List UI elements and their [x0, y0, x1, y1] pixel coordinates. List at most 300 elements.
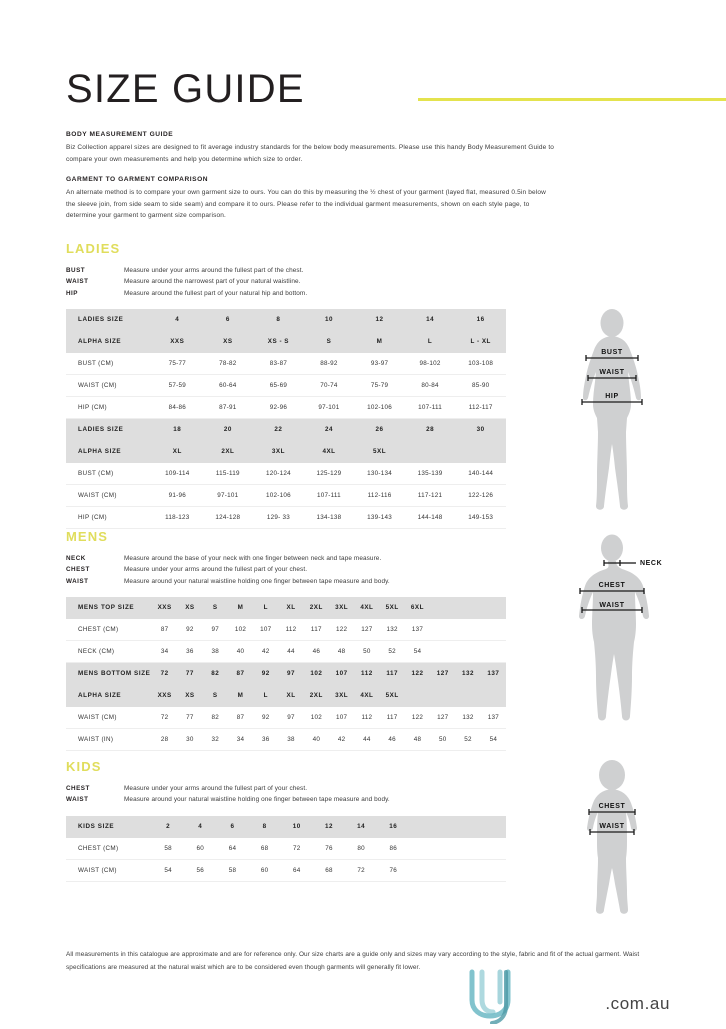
kids-cell [409, 859, 441, 881]
mens-bottom-row-label: WAIST (CM) [66, 707, 152, 729]
ladies-cell: 125-129 [304, 463, 355, 485]
mens-top-cell: L [253, 597, 278, 619]
kids-cell: 72 [345, 859, 377, 881]
garment-comparison-text: An alternate method is to compare your own garment size to ours. You can do this by measuring the ½ chest of your garment (layed flat, measured 0.5in below the sleeve join, from side seam to side seam) and compare it to ours. Please refer to the individual garment measurements, shown on each style page, to determine your garment to garment size comparison. [66, 189, 546, 220]
ladies-legend-key: HIP [66, 289, 78, 297]
mens-top-cell: XXS [152, 597, 177, 619]
mens-bottom-table-row [66, 707, 506, 729]
mens-bottom-row-label: MENS BOTTOM SIZE [66, 663, 152, 685]
mens-top-table-header-row [66, 597, 506, 619]
kids-legend-text: Measure around your natural waistline holding one finger between tape measure and body. [124, 796, 390, 804]
mens-legend-row [66, 576, 536, 587]
ladies-cell: 115-119 [203, 463, 254, 485]
ladies-cell: 10 [304, 309, 355, 331]
mens-bottom-cell: 77 [177, 707, 202, 729]
page-header [66, 68, 680, 114]
ladies-cell: 118-123 [152, 507, 203, 529]
mens-legend-text: Measure around your natural waistline holding one finger between tape measure and body. [124, 577, 390, 585]
kids-cell [474, 816, 506, 838]
ladies-cell: 98-102 [405, 353, 456, 375]
ladies-table-row [66, 375, 506, 397]
mens-bottom-cell: 82 [203, 663, 228, 685]
mens-bottom-cell: 87 [228, 663, 253, 685]
kids-cell: 54 [152, 859, 184, 881]
mens-top-cell [455, 597, 480, 619]
mens-bottom-table-wrap [66, 663, 536, 751]
mens-legend-text: Measure around the base of your neck with one finger between neck and tape measure. [124, 555, 382, 562]
ladies-table-header-row [66, 441, 506, 463]
mens-bottom-cell: 28 [152, 729, 177, 751]
mens-bottom-cell: 82 [203, 707, 228, 729]
ladies-section [66, 241, 536, 529]
ladies-size-table [66, 309, 506, 529]
mens-bottom-cell: 42 [329, 729, 354, 751]
mens-bottom-cell: XS [177, 685, 202, 707]
ladies-cell: 130-134 [354, 463, 405, 485]
mens-bottom-cell: L [253, 685, 278, 707]
kids-cell: 12 [313, 816, 345, 838]
ladies-cell: 60-64 [203, 375, 254, 397]
mens-legend-key: NECK [66, 555, 86, 562]
ladies-row-label: WAIST (CM) [66, 485, 152, 507]
ladies-cell: 103-108 [455, 353, 506, 375]
ladies-cell: 3XL [253, 441, 304, 463]
mens-bottom-cell [430, 685, 455, 707]
title-accent-rule [418, 98, 726, 101]
mens-legend-row [66, 564, 536, 575]
mens-top-cell: 97 [203, 619, 228, 641]
body-measurement-guide-heading: BODY MEASUREMENT GUIDE [66, 131, 174, 138]
ladies-cell: 24 [304, 419, 355, 441]
kids-row-label: KIDS SIZE [66, 816, 152, 838]
kids-cell: 64 [216, 837, 248, 859]
kids-cell: 86 [377, 837, 409, 859]
mens-top-cell: 137 [405, 619, 430, 641]
mens-bottom-cell: 122 [405, 707, 430, 729]
mens-top-row-label: NECK (CM) [66, 641, 152, 663]
mens-bottom-cell: 48 [405, 729, 430, 751]
mens-bottom-cell: S [203, 685, 228, 707]
kids-cell: 80 [345, 837, 377, 859]
kids-cell: 72 [281, 837, 313, 859]
ladies-legend-text: Measure around the fullest part of your natural hip and bottom. [124, 289, 308, 297]
mens-bottom-cell: 87 [228, 707, 253, 729]
ladies-row-label: ALPHA SIZE [66, 331, 152, 353]
kids-cell: 64 [281, 859, 313, 881]
mens-bottom-cell [405, 685, 430, 707]
kids-figure-label-waist: WAIST [599, 823, 625, 830]
ladies-cell: 5XL [354, 441, 405, 463]
mens-top-cell [481, 619, 506, 641]
ladies-cell: 140-144 [455, 463, 506, 485]
mens-bottom-cell: 2XL [304, 685, 329, 707]
ladies-legend-key: BUST [66, 267, 86, 274]
ladies-cell: 75-79 [354, 375, 405, 397]
garment-comparison-heading: GARMENT TO GARMENT COMPARISON [66, 176, 209, 184]
ladies-cell [455, 441, 506, 463]
ladies-cell: S [304, 331, 355, 353]
ladies-cell: 18 [152, 419, 203, 441]
mens-bottom-cell: 4XL [354, 685, 379, 707]
mens-bottom-row-label: WAIST (IN) [66, 729, 152, 751]
ladies-cell: 80-84 [405, 375, 456, 397]
mens-top-cell: 122 [329, 619, 354, 641]
ladies-table-row [66, 397, 506, 419]
mens-top-cell: 117 [304, 619, 329, 641]
ladies-section-title: LADIES [66, 241, 121, 256]
mens-top-cell: XS [177, 597, 202, 619]
mens-bottom-cell: 5XL [380, 685, 405, 707]
mens-legend-text: Measure under your arms around the fullest part of your chest. [124, 566, 308, 574]
ladies-table-row [66, 485, 506, 507]
kids-figure-label-chest: CHEST [598, 803, 626, 810]
ladies-table-row [66, 353, 506, 375]
ladies-cell: 112-117 [455, 397, 506, 419]
mens-bottom-cell: 38 [278, 729, 303, 751]
ladies-table-row [66, 507, 506, 529]
ladies-cell: L - XL [455, 331, 506, 353]
ladies-row-label: BUST (CM) [66, 463, 152, 485]
mens-top-cell: 36 [177, 641, 202, 663]
ladies-table-header-row [66, 309, 506, 331]
ladies-cell: 97-101 [304, 397, 355, 419]
mens-bottom-cell: 44 [354, 729, 379, 751]
mens-top-cell: XL [278, 597, 303, 619]
ladies-cell: 4 [152, 309, 203, 331]
ladies-cell: 20 [203, 419, 254, 441]
kids-cell: 6 [216, 816, 248, 838]
ladies-cell: 122-126 [455, 485, 506, 507]
ladies-cell: XL [152, 441, 203, 463]
ladies-legend [66, 265, 536, 299]
mens-bottom-cell: 40 [304, 729, 329, 751]
mens-bottom-cell: 107 [329, 707, 354, 729]
ladies-cell: 91-96 [152, 485, 203, 507]
ladies-table-row [66, 463, 506, 485]
mens-top-cell: 42 [253, 641, 278, 663]
mens-top-cell: 4XL [354, 597, 379, 619]
kids-table-row [66, 859, 506, 881]
ladies-cell: XS - S [253, 331, 304, 353]
mens-bottom-cell: 30 [177, 729, 202, 751]
mens-top-cell [430, 641, 455, 663]
kids-cell [442, 837, 474, 859]
ladies-cell: 135-139 [405, 463, 456, 485]
mens-figure [552, 532, 692, 732]
ladies-cell: 30 [455, 419, 506, 441]
ladies-legend-text: Measure under your arms around the fullest part of the chest. [124, 267, 304, 274]
mens-top-cell: 34 [152, 641, 177, 663]
mens-top-table-row [66, 641, 506, 663]
mens-top-cell: 6XL [405, 597, 430, 619]
mens-bottom-cell: 32 [203, 729, 228, 751]
mens-figure-label-waist: WAIST [599, 602, 625, 609]
ladies-cell: XXS [152, 331, 203, 353]
kids-cell [409, 837, 441, 859]
mens-bottom-cell: 112 [354, 707, 379, 729]
ladies-cell: 8 [253, 309, 304, 331]
ladies-cell: 93-97 [354, 353, 405, 375]
ladies-cell: L [405, 331, 456, 353]
mens-top-cell [481, 641, 506, 663]
mens-bottom-cell [481, 685, 506, 707]
ladies-cell: 16 [455, 309, 506, 331]
kids-cell: 58 [216, 859, 248, 881]
ladies-cell: XS [203, 331, 254, 353]
mens-top-cell: 87 [152, 619, 177, 641]
mens-bottom-cell: 36 [253, 729, 278, 751]
kids-section-title: KIDS [66, 759, 102, 774]
kids-row-label: CHEST (CM) [66, 837, 152, 859]
kids-legend-row [66, 794, 536, 805]
ladies-cell: 112-116 [354, 485, 405, 507]
mens-top-cell: 2XL [304, 597, 329, 619]
kids-cell [474, 837, 506, 859]
mens-top-cell: S [203, 597, 228, 619]
mens-top-cell [430, 619, 455, 641]
brand-logo-icon [462, 966, 592, 1024]
ladies-row-label: LADIES SIZE [66, 419, 152, 441]
mens-top-cell [430, 597, 455, 619]
kids-cell: 8 [249, 816, 281, 838]
body-measurement-guide-text: Biz Collection apparel sizes are designed to fit average industry standards for the below body measurements. Please use this handy Body Measurement Guide to compare your own measurements and help you determine which size to order. [66, 144, 555, 163]
ladies-figure-label-waist: WAIST [599, 369, 625, 376]
intro-section [66, 131, 556, 222]
ladies-cell: 134-138 [304, 507, 355, 529]
kids-cell: 10 [281, 816, 313, 838]
mens-top-cell: 112 [278, 619, 303, 641]
ladies-cell: 129- 33 [253, 507, 304, 529]
mens-top-cell: 54 [405, 641, 430, 663]
brand-watermark [462, 966, 682, 1024]
mens-bottom-table-header-row [66, 685, 506, 707]
brand-domain-text: .com.au [605, 994, 670, 1013]
ladies-table-header-row [66, 419, 506, 441]
ladies-cell: 6 [203, 309, 254, 331]
kids-cell: 76 [313, 837, 345, 859]
mens-section-title: MENS [66, 529, 108, 544]
ladies-figure-label-bust: BUST [601, 349, 623, 356]
mens-top-cell: 40 [228, 641, 253, 663]
mens-top-cell: 127 [354, 619, 379, 641]
ladies-cell: 78-82 [203, 353, 254, 375]
mens-bottom-cell: 132 [455, 707, 480, 729]
ladies-cell: 107-111 [405, 397, 456, 419]
ladies-cell: 88-92 [304, 353, 355, 375]
mens-bottom-cell: 122 [405, 663, 430, 685]
kids-cell: 58 [152, 837, 184, 859]
mens-bottom-cell: 112 [354, 663, 379, 685]
ladies-cell: 4XL [304, 441, 355, 463]
kids-figure [552, 758, 692, 918]
kids-cell: 2 [152, 816, 184, 838]
mens-bottom-table-row [66, 729, 506, 751]
footer-disclaimer: All measurements in this catalogue are approximate and are for reference only. Our size charts are a guide only and sizes may vary according to the style, fabric and fit of the actual garment. Waist specifications are measured at the natural waist which are to be considered even though garments will generally fit lower. [66, 951, 640, 971]
ladies-figure [552, 306, 692, 521]
mens-bottom-cell: M [228, 685, 253, 707]
ladies-row-label: BUST (CM) [66, 353, 152, 375]
mens-legend-key: WAIST [66, 577, 89, 585]
ladies-cell: 75-77 [152, 353, 203, 375]
kids-table-row [66, 837, 506, 859]
ladies-figure-label-hip: HIP [605, 393, 619, 400]
ladies-cell: 124-128 [203, 507, 254, 529]
mens-bottom-cell: 127 [430, 663, 455, 685]
mens-bottom-cell: XL [278, 685, 303, 707]
mens-bottom-cell: 92 [253, 707, 278, 729]
ladies-cell: 65-69 [253, 375, 304, 397]
mens-figure-label-chest: CHEST [598, 582, 626, 589]
mens-top-cell [455, 641, 480, 663]
intro-spacer [66, 165, 556, 176]
mens-bottom-cell: 127 [430, 707, 455, 729]
kids-cell: 68 [249, 837, 281, 859]
mens-bottom-cell: 34 [228, 729, 253, 751]
ladies-table-wrap [66, 309, 536, 529]
ladies-cell: 22 [253, 419, 304, 441]
ladies-row-label: ALPHA SIZE [66, 441, 152, 463]
mens-top-cell: 92 [177, 619, 202, 641]
mens-bottom-cell: 137 [481, 707, 506, 729]
kids-table-wrap [66, 816, 536, 882]
mens-bottom-cell: 46 [380, 729, 405, 751]
mens-bottom-cell: 97 [278, 663, 303, 685]
kids-cell: 68 [313, 859, 345, 881]
ladies-cell: 120-124 [253, 463, 304, 485]
kids-cell [442, 859, 474, 881]
ladies-row-label: LADIES SIZE [66, 309, 152, 331]
mens-bottom-cell: 132 [455, 663, 480, 685]
kids-cell [474, 859, 506, 881]
ladies-cell: 97-101 [203, 485, 254, 507]
ladies-cell: 26 [354, 419, 405, 441]
kids-legend [66, 783, 536, 806]
ladies-table-header-row [66, 331, 506, 353]
mens-bottom-cell: 72 [152, 663, 177, 685]
mens-bottom-cell: 54 [481, 729, 506, 751]
mens-bottom-cell: 3XL [329, 685, 354, 707]
mens-bottom-cell: 92 [253, 663, 278, 685]
mens-top-row-label: CHEST (CM) [66, 619, 152, 641]
mens-bottom-cell: 137 [481, 663, 506, 685]
kids-cell: 14 [345, 816, 377, 838]
ladies-legend-row [66, 276, 536, 287]
mens-top-cell: 5XL [380, 597, 405, 619]
ladies-legend-text: Measure around the narrowest part of your natural waistline. [124, 278, 301, 286]
mens-top-cell: 44 [278, 641, 303, 663]
kids-cell: 4 [184, 816, 216, 838]
ladies-cell: 57-59 [152, 375, 203, 397]
ladies-cell: 144-148 [405, 507, 456, 529]
mens-top-table-wrap [66, 597, 536, 663]
kids-legend-row [66, 783, 536, 794]
mens-top-cell: 107 [253, 619, 278, 641]
ladies-cell: 70-74 [304, 375, 355, 397]
kids-cell: 56 [184, 859, 216, 881]
ladies-cell: 92-96 [253, 397, 304, 419]
page-title: SIZE GUIDE [66, 67, 305, 111]
mens-legend [66, 553, 536, 587]
kids-legend-key: CHEST [66, 785, 90, 792]
ladies-cell: 12 [354, 309, 405, 331]
ladies-cell: 87-91 [203, 397, 254, 419]
mens-top-cell: 3XL [329, 597, 354, 619]
mens-section [66, 529, 536, 751]
mens-bottom-cell: 77 [177, 663, 202, 685]
mens-legend-row [66, 553, 536, 564]
ladies-row-label: HIP (CM) [66, 507, 152, 529]
ladies-cell [405, 441, 456, 463]
ladies-cell: 139-143 [354, 507, 405, 529]
ladies-cell: 28 [405, 419, 456, 441]
mens-top-table-row [66, 619, 506, 641]
mens-top-cell: M [228, 597, 253, 619]
mens-bottom-cell: 102 [304, 663, 329, 685]
mens-bottom-cell: 50 [430, 729, 455, 751]
ladies-cell: 102-106 [253, 485, 304, 507]
ladies-cell: 84-86 [152, 397, 203, 419]
kids-cell: 60 [184, 837, 216, 859]
ladies-legend-row [66, 288, 536, 299]
mens-bottom-cell: 117 [380, 707, 405, 729]
mens-bottom-cell: 117 [380, 663, 405, 685]
mens-bottom-cell [455, 685, 480, 707]
mens-top-cell [481, 597, 506, 619]
kids-cell: 16 [377, 816, 409, 838]
mens-top-cell: 50 [354, 641, 379, 663]
kids-section [66, 759, 536, 882]
mens-top-cell: 46 [304, 641, 329, 663]
kids-cell [409, 816, 441, 838]
ladies-cell: 117-121 [405, 485, 456, 507]
mens-top-cell [455, 619, 480, 641]
mens-legend-key: CHEST [66, 566, 90, 574]
kids-row-label: WAIST (CM) [66, 859, 152, 881]
kids-size-table [66, 816, 506, 882]
ladies-cell: M [354, 331, 405, 353]
ladies-cell: 83-87 [253, 353, 304, 375]
ladies-cell: 2XL [203, 441, 254, 463]
mens-top-cell: 38 [203, 641, 228, 663]
mens-bottom-cell: 72 [152, 707, 177, 729]
mens-bottom-size-table [66, 663, 506, 751]
kids-cell: 76 [377, 859, 409, 881]
ladies-cell: 109-114 [152, 463, 203, 485]
mens-top-row-label: MENS TOP SIZE [66, 597, 152, 619]
mens-top-cell: 132 [380, 619, 405, 641]
mens-bottom-cell: XXS [152, 685, 177, 707]
ladies-cell: 85-90 [455, 375, 506, 397]
ladies-legend-row [66, 265, 536, 276]
mens-top-cell: 52 [380, 641, 405, 663]
mens-top-cell: 48 [329, 641, 354, 663]
ladies-row-label: HIP (CM) [66, 397, 152, 419]
ladies-cell: 149-153 [455, 507, 506, 529]
ladies-cell: 107-111 [304, 485, 355, 507]
kids-legend-key: WAIST [66, 796, 89, 804]
kids-table-header-row [66, 816, 506, 838]
ladies-cell: 14 [405, 309, 456, 331]
mens-bottom-cell: 52 [455, 729, 480, 751]
mens-bottom-table-header-row [66, 663, 506, 685]
mens-top-size-table [66, 597, 506, 663]
ladies-row-label: WAIST (CM) [66, 375, 152, 397]
kids-cell [442, 816, 474, 838]
mens-figure-label-neck: NECK [640, 560, 663, 567]
mens-bottom-row-label: ALPHA SIZE [66, 685, 152, 707]
ladies-legend-key: WAIST [66, 278, 89, 286]
mens-top-cell: 102 [228, 619, 253, 641]
